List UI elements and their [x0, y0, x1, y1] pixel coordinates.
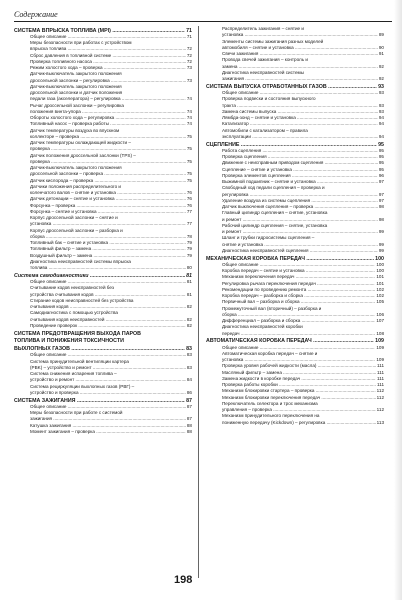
toc-entry-page: 98 — [378, 216, 384, 222]
toc-entry-title: установка ..... — [30, 221, 186, 227]
toc-entry-title: Система снижения испарения топлива – — [30, 371, 117, 376]
toc-entry-title: Распределитель зажигания – снятие и — [222, 26, 304, 31]
toc-entry-title: Сброс давления в топливной системе ..... — [30, 53, 186, 59]
toc-entry-title: устройства считывания кодов ..... — [30, 292, 186, 298]
toc-entry-page: 71 — [186, 27, 192, 34]
toc-entry-title: (PBK) – устройство и ремонт ..... — [30, 365, 186, 371]
toc-entry-page: 93 — [378, 83, 384, 90]
toc-entry-page: 72 — [186, 52, 192, 58]
toc-entry[interactable] — [206, 248, 384, 254]
toc-entry-page: 113 — [376, 419, 384, 425]
page-header-title: Содержание — [14, 10, 58, 19]
toc-entry-title: Сцепление – снятие и установка ..... — [222, 167, 378, 173]
toc-entry-page: 86 — [186, 389, 192, 395]
toc-entry-page: 97 — [378, 191, 384, 197]
toc-entry-page: 77 — [186, 221, 192, 227]
page-spine-shadow — [394, 0, 402, 600]
toc-entry[interactable] — [206, 331, 384, 337]
toc-entry-page: 74 — [186, 115, 192, 120]
toc-entry-title: Работа сцепления ..... — [222, 148, 378, 154]
toc-entry-title: Датчики положения распределительного и — [30, 183, 121, 189]
toc-entry-title: дроссельной заслонки – регулировка ..... — [30, 78, 186, 84]
toc-entry-title: эксплуатации ..... — [222, 134, 378, 140]
toc-entry-title: Топливный бак – снятие и установка ..... — [30, 240, 186, 246]
toc-entry-title: Проверка элементов сцепления ..... — [222, 173, 378, 179]
toc-entry-title: Корпус дроссельной заслонки – снятие и — [30, 215, 118, 220]
toc-entry-title: регулировка ..... — [222, 192, 378, 198]
toc-entry-page: 76 — [186, 190, 192, 195]
toc-entry-page: 95 — [378, 160, 384, 166]
toc-entry-title: считывания кодов неисправностей ..... — [30, 317, 186, 323]
toc-entry-page: 108 — [376, 330, 384, 336]
toc-entry-page: 79 — [186, 240, 192, 245]
toc-entry-page: 95 — [378, 141, 384, 148]
toc-entry-title: Проверка подвески и состояния выпускного — [222, 96, 316, 102]
toc-entry-title: Корпус дроссельной заслонки – разборка и — [30, 227, 123, 233]
toc-entry-title: Масляный фильтр – замена ..... — [222, 370, 376, 376]
toc-entry-page: 74 — [186, 121, 192, 127]
toc-right-column — [206, 26, 384, 426]
toc-entry[interactable] — [14, 323, 192, 329]
toc-entry-title: Датчик-выключатель закрытого положения — [30, 71, 122, 77]
toc-entry-page: 87 — [186, 403, 192, 409]
toc-entry-page: 106 — [376, 311, 384, 317]
toc-entry-page: 94 — [378, 133, 384, 139]
toc-entry-page: 109 — [376, 344, 384, 350]
toc-entry-page: 112 — [376, 394, 384, 400]
toc-entry-title: Элементы системы зажигания разных моделей — [222, 38, 324, 44]
toc-entry-title: Рабочий цилиндр сцепления – снятие, установка — [222, 222, 328, 228]
toc-entry-title: Механизм принудительного переключения на — [222, 413, 320, 419]
toc-entry-page: 105 — [376, 299, 384, 305]
toc-entry-title: педали газа (акселератора) – регулировка ..... — [30, 96, 186, 102]
toc-entry-title: коллекторе – проверка ..... — [30, 134, 186, 140]
toc-entry-page: 94 — [378, 115, 384, 120]
toc-entry-page: 92 — [378, 63, 384, 69]
toc-entry-page: 102 — [376, 293, 384, 298]
toc-entry-title: Общее описание ..... — [30, 352, 186, 358]
toc-entry-page: 97 — [378, 179, 384, 184]
toc-entry-title: АВТОМАТИЧЕСКАЯ КОРОБКА ПЕРЕДАЧ ..... — [206, 338, 374, 344]
toc-entry-title: СЦЕПЛЕНИЕ ..... — [206, 142, 377, 148]
toc-entry-title: установка ..... — [222, 357, 375, 363]
toc-entry-page: 99 — [378, 229, 384, 234]
toc-entry-title: Первичный вал – разборка и сборка ..... — [222, 299, 375, 305]
toc-entry-title: Движение с неисправным приводом сцепления ..... — [222, 160, 378, 166]
toc-entry-title: сборка ..... — [222, 312, 375, 318]
toc-entry-page: 83 — [186, 346, 192, 352]
toc-entry-page: 82 — [186, 316, 192, 322]
toc-entry-title: Система самодиагностики ..... — [14, 273, 185, 279]
toc-entry-title: Диагностика неисправностей системы впрыска — [30, 258, 131, 264]
toc-entry-title: Лямбда-зонд – снятие и установка ..... — [222, 115, 378, 121]
toc-entry-title: впрыска топлива ..... — [30, 46, 186, 52]
toc-entry-title: Стирание кодов неисправностей без устройства — [30, 297, 134, 303]
toc-entry[interactable] — [14, 390, 192, 396]
toc-entry-page: 100 — [376, 268, 384, 273]
toc-entry-title: Выжимной подшипник – снятие и установка ..... — [222, 179, 378, 185]
toc-entry-title: управления – проверка ..... — [222, 407, 376, 413]
toc-entry-page: 80 — [186, 265, 192, 270]
toc-entry-title: СИСТЕМА ВЫПУСКА ОТРАБОТАННЫХ ГАЗОВ ..... — [206, 84, 377, 90]
toc-entry-title: Топливный насос – проверка работы ..... — [30, 121, 186, 127]
toc-entry-page: 112 — [376, 407, 384, 412]
toc-entry-title: СИСТЕМА ЗАЖИГАНИЯ ..... — [14, 398, 185, 404]
toc-entry-title: МЕХАНИЧЕСКАЯ КОРОБКА ПЕРЕДАЧ ..... — [206, 256, 374, 262]
toc-entry-page: 79 — [186, 246, 192, 252]
toc-entry-title: Обороты холостого хода – регулировка ..... — [30, 115, 186, 121]
toc-entry-title: и ремонт ..... — [222, 229, 378, 235]
toc-entry-title: Проверка работы коробки ..... — [222, 382, 376, 388]
toc-entry-title: Режим холостого хода – проверка ..... — [30, 65, 186, 71]
toc-entry-title: Коробка передач – разборка и сборка ..... — [222, 293, 375, 299]
toc-entry-page: 111 — [377, 363, 384, 369]
toc-entry-title: Главный цилиндр сцепления – снятие, установка — [222, 210, 328, 216]
toc-entry-page: 112 — [376, 388, 384, 394]
toc-entry-title: пониженную передачу (Kickdown) – регулировка ..... — [222, 420, 376, 426]
toc-entry-title: Датчик температуры воздуха во впускном — [30, 127, 120, 133]
toc-entry-title: Считывание кодов неисправностей без — [30, 285, 114, 291]
toc-entry-title: Воздушный фильтр – замена ..... — [30, 253, 186, 259]
toc-entry-page: 71 — [186, 33, 192, 39]
toc-entry-title: Замена жидкости в коробке передач ..... — [222, 376, 376, 382]
toc-entry-title: Механизм блокировки стартера – проверка ..... — [222, 388, 376, 394]
toc-entry-page: 93 — [378, 108, 384, 114]
toc-entry-title: Механизм блокировки переключения передач ..... — [222, 395, 376, 401]
toc-entry-title: установка ..... — [222, 32, 378, 38]
toc-entry-title: Катушка зажигания ..... — [30, 423, 186, 429]
toc-entry-title: Проверка топливного насоса ..... — [30, 59, 186, 65]
toc-entry[interactable] — [14, 429, 192, 435]
toc-entry-title: Датчик кислорода – проверка ..... — [30, 178, 186, 184]
toc-entry-page: 95 — [378, 154, 384, 159]
toc-entry-title: зажигания ..... — [30, 416, 186, 422]
toc-entry-title: Датчик-выключатель закрытого положения — [30, 83, 122, 89]
toc-entry-title: дроссельной заслонки и датчик положения — [30, 90, 123, 95]
toc-entry-page: 97 — [378, 197, 384, 203]
toc-entry-title: Форсунка – проверка ..... — [30, 203, 186, 209]
toc-entry-page: 75 — [186, 171, 192, 177]
toc-entry-page: 79 — [186, 252, 192, 258]
toc-entry-title: Провода свечей зажигания – контроль и — [222, 57, 308, 63]
toc-entry-page: 88 — [186, 428, 192, 434]
toc-entry-title: Катализатор ..... — [222, 121, 378, 127]
toc-entry-page: 72 — [186, 58, 192, 64]
toc-entry-page: 98 — [378, 204, 384, 209]
toc-entry[interactable] — [206, 76, 384, 82]
toc-section-title: СИСТЕМА ПРЕДОТВРАЩЕНИЯ ВЫХОДА ПАРОВ — [14, 330, 141, 337]
toc-entry-title: замена ..... — [222, 64, 378, 70]
toc-entry-title: Шланг и трубки гидросистемы сцепления – — [222, 235, 315, 241]
toc-entry-page: 109 — [375, 338, 384, 345]
toc-entry-page: 81 — [186, 279, 192, 284]
toc-entry-title: Меры безопасности при работе с системой — [30, 410, 123, 415]
toc-entry-title: тракта ..... — [222, 103, 378, 109]
toc-entry-title: Диагностика неисправностей сцепления ..... — [222, 248, 378, 254]
toc-entry-page: 101 — [376, 274, 384, 280]
toc-entry-title: Переключатель селектора и трос механизма — [222, 400, 318, 406]
toc-entry-title: Датчик детонации – снятие и установка ..... — [30, 196, 186, 202]
toc-entry-page: 101 — [376, 280, 384, 286]
toc-entry-page: 73 — [186, 65, 192, 70]
toc-entry-page: 84 — [186, 377, 192, 383]
toc-entry-title: проверка ..... — [30, 159, 186, 165]
toc-entry-title: Рычаг дроссельной заслонки – регулировка — [30, 102, 124, 108]
toc-entry-title: Топливный фильтр – замена ..... — [30, 246, 186, 252]
toc-entry-title: Меры безопасности при работах с устройством — [30, 40, 132, 45]
toc-entry-page: 109 — [376, 357, 384, 362]
toc-entry-page: 82 — [186, 304, 192, 309]
toc-entry-title: Система рециркуляции выхлопных газов (PBГ) – — [30, 383, 135, 389]
toc-entry-title: Свечи зажигания ..... — [222, 51, 378, 57]
toc-entry-title: проверка ..... — [30, 146, 186, 152]
toc-entry-page: 76 — [186, 196, 192, 202]
column-divider — [198, 26, 199, 578]
toc-entry-title: Рекомендации по проведению ремонта ..... — [222, 287, 375, 293]
toc-entry-page: 83 — [186, 364, 192, 370]
toc-section-title: ТОПЛИВА И ПОНИЖЕНИЯ ТОКСИЧНОСТИ — [14, 338, 124, 345]
toc-entry-title: Автомобили с катализатором – правила — [222, 127, 308, 133]
toc-entry-title: СИСТЕМА ВПРЫСКА ТОПЛИВА (MPI) ..... — [14, 28, 185, 34]
toc-entry-title: Дифференциал – разборка и сборка ..... — [222, 318, 375, 324]
toc-entry-page: 94 — [378, 121, 384, 127]
toc-entry-title: Самодиагностика с помощью устройства — [30, 310, 118, 316]
toc-entry-title: ВЫХЛОПНЫХ ГАЗОВ ..... — [14, 346, 185, 352]
toc-entry-title: Общее описание ..... — [222, 90, 378, 96]
toc-entry-page: 74 — [186, 108, 192, 114]
toc-entry-title: Датчик температуры охлаждающей жидкости – — [30, 140, 131, 145]
toc-entry-title: Механизм переключения передач ..... — [222, 274, 375, 280]
toc-entry-title: Датчик выключения сцепления – проверка ..... — [222, 204, 378, 210]
toc-entry-title: Система принудительной вентиляции картера — [30, 358, 129, 364]
toc-entry-page: 75 — [186, 177, 192, 183]
toc-entry-page: 75 — [186, 133, 192, 139]
toc-entry-title: Общее описание ..... — [30, 404, 186, 410]
toc-entry-title: считывания кодов ..... — [30, 304, 186, 310]
toc-entry-page: 75 — [186, 146, 192, 152]
toc-entry-page: 111 — [377, 382, 384, 387]
toc-entry-page: 99 — [378, 241, 384, 247]
toc-entry-page: 83 — [186, 352, 192, 358]
toc-entry-title: Диагностика неисправностей системы — [222, 69, 304, 75]
toc-entry-page: 93 — [378, 90, 384, 95]
toc-entry-page: 111 — [377, 375, 384, 381]
toc-entry-page: 99 — [378, 247, 384, 253]
toc-entry-page: 100 — [376, 261, 384, 267]
toc-entry-page: 72 — [186, 46, 192, 52]
toc-entry-page: 91 — [378, 51, 384, 56]
toc-entry-page: 95 — [378, 166, 384, 172]
toc-entry-title: зажигания ..... — [222, 76, 378, 82]
toc-entry-page: 95 — [378, 147, 384, 153]
toc-entry-title: автомобиля – снятие и установка ..... — [222, 45, 378, 51]
toc-entry-title: дроссельной заслонки – проверка ..... — [30, 171, 186, 177]
toc-entry-page: 78 — [186, 233, 192, 239]
toc-entry-title: устройство и проверка ..... — [30, 390, 186, 396]
toc-entry-page: 107 — [376, 318, 384, 323]
toc-left-column — [14, 26, 192, 435]
toc-entry-title: Коробка передач – снятие и установка ..... — [222, 268, 375, 274]
toc-entry-title: снятие и установка ..... — [222, 242, 378, 248]
toc-entry-title: положения винта-упора ..... — [30, 109, 186, 115]
toc-entry-title: Проверка уровня рабочей жидкости (масла) ..... — [222, 363, 376, 369]
toc-entry-title: передач ..... — [222, 331, 375, 337]
toc-entry-title: Диагностика неисправностей коробки — [222, 324, 303, 330]
toc-entry-title: и ремонт ..... — [222, 217, 378, 223]
toc-entry-title: Регулировка рычага переключения передач ..... — [222, 281, 375, 287]
toc-entry-title: Общее описание ..... — [222, 345, 375, 351]
toc-entry-page: 76 — [186, 202, 192, 208]
toc-entry-page: 74 — [186, 96, 192, 102]
toc-entry-title: Промежуточный вал (вторичный) – разборка и — [222, 305, 322, 311]
toc-entry-page: 81 — [186, 272, 192, 279]
toc-entry[interactable] — [206, 134, 384, 140]
toc-entry-page: 100 — [375, 255, 384, 262]
toc-entry-page: 75 — [186, 158, 192, 164]
toc-entry-title: коленчатого валов – снятие и установка ..... — [30, 190, 186, 196]
toc-entry-page: 102 — [376, 286, 384, 292]
toc-entry-title: Удаление воздуха из системы сцепления ..... — [222, 198, 378, 204]
toc-entry-title: топлива ..... — [30, 265, 186, 271]
toc-entry-page: 87 — [186, 397, 192, 404]
toc-entry-page: 73 — [186, 77, 192, 83]
toc-entry-title: Свободный ход педали сцепления – проверка и — [222, 185, 325, 191]
toc-entry-title: Замена системы выпуска ..... — [222, 109, 378, 115]
toc-entry-title: Общее описание ..... — [30, 34, 186, 40]
toc-entry-page: 93 — [378, 102, 384, 108]
toc-entry-title: Датчик-выключатель закрытого положения — [30, 165, 122, 170]
toc-entry-page: 88 — [186, 422, 192, 428]
toc-entry-title: Проверка сцепления ..... — [222, 154, 378, 160]
toc-entry-title: устройство и ремонт ..... — [30, 377, 186, 383]
toc-entry-title: Датчик положения дроссельной заслонки (TPS) – — [30, 152, 136, 158]
toc-entry-title: Форсунка – снятие и установка ..... — [30, 209, 186, 215]
toc-entry-page: 87 — [186, 416, 192, 422]
toc-entry-title: Общее описание ..... — [222, 262, 375, 268]
toc-entry-page: 89 — [378, 32, 384, 38]
toc-entry-page: 82 — [186, 322, 192, 328]
toc-entry-title: Общее описание ..... — [30, 279, 186, 285]
toc-entry-page: 92 — [378, 76, 384, 81]
header-rule — [14, 21, 392, 22]
toc-entry[interactable] — [206, 420, 384, 426]
page-number: 198 — [174, 574, 193, 586]
toc-entry-page: 96 — [378, 172, 384, 178]
toc-entry-page: 81 — [186, 291, 192, 297]
toc-entry-title: Момент зажигания – проверка ..... — [30, 429, 186, 435]
toc-entry-page: 77 — [186, 208, 192, 214]
toc-entry-page: 111 — [377, 369, 384, 375]
toc-entry-title: Проведение проверок ..... — [30, 323, 186, 329]
toc-entry-page: 90 — [378, 44, 384, 50]
toc-entry-title: сборка ..... — [30, 234, 186, 240]
toc-entry[interactable] — [14, 265, 192, 271]
toc-entry-title: Автоматическая коробка передач – снятие и — [222, 350, 318, 356]
